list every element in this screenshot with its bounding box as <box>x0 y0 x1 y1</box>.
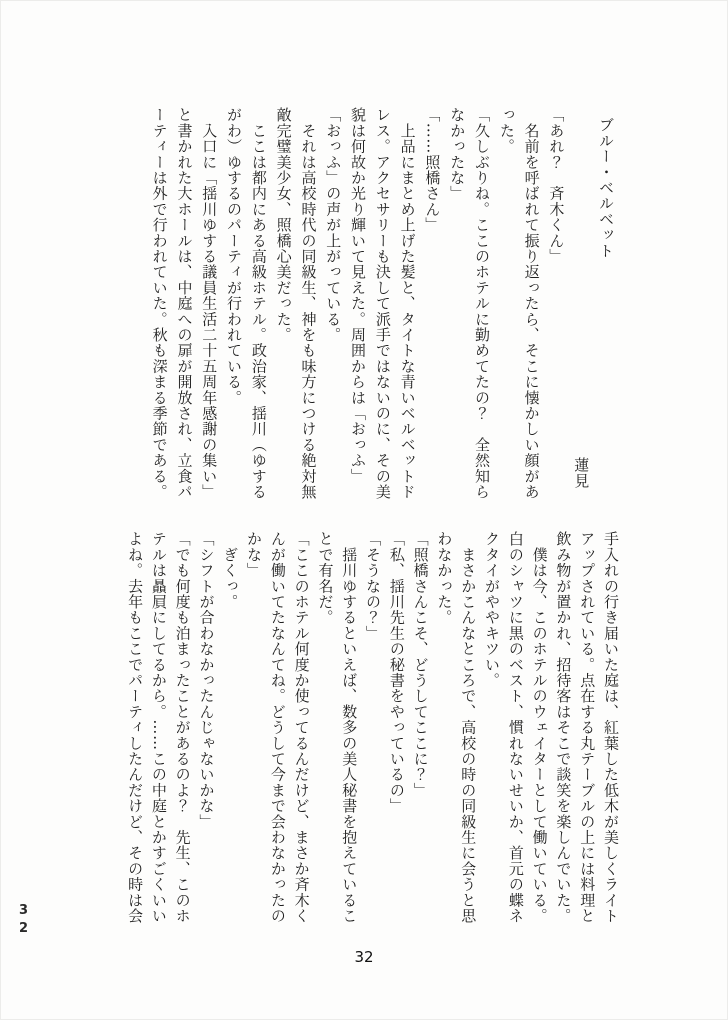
paragraph: 手入れの行き届いた庭は、紅葉した低木が美しくライトアップされている。点在する丸テーブルの上には料理と飲み物が置かれ、招待客はそこで談笑を楽しんでいた。 <box>554 531 620 924</box>
paragraph: 上品にまとめ上げた髪と、タイトな青いベルベットドレス。アクセサリーも決して派手ではないのに、その美貌は何故か光り輝いて見えた。周囲からは「おっふ」「おっふ」の声が上がっている。 <box>324 107 417 500</box>
paragraph: 「シフトが合わなかったんじゃないかな」 <box>197 531 216 830</box>
paragraph: 「あれ？ 斉木くん」 <box>547 107 566 264</box>
paragraph: 「でも何度も泊まったことがあるのよ？ 先生、このホテルは贔屓にしてるから。……この中庭とかすごくいいよね。去年もここでパーティしたんだけど、その時は会 <box>126 531 192 924</box>
paragraph: ぎくっ。 <box>221 531 240 610</box>
paragraph: 「ここのホテル何度か使ってるんだけど、まさか斉木くんが働いてたなんてね。どうして今まで会わなかったのかな」 <box>245 531 311 924</box>
paragraph: 「照橋さんこそ、どうしてここに？」 <box>411 531 430 798</box>
text-band-top <box>147 107 618 500</box>
paragraph: 「私、揺川先生の秘書をやっているの」 <box>387 531 406 814</box>
margin-page-number: 32 <box>16 903 31 939</box>
author-name: 蓮見 <box>572 456 591 488</box>
paragraph: 名前を呼ばれて振り返ったら、そこに懐かしい顔があった。 <box>497 107 541 500</box>
paragraph: 「久しぶりね。ここのホテルに勤めてたの？ 全然知らなかったな」 <box>448 107 492 500</box>
paragraph: それは高校時代の同級生、神をも味方につける絶対無敵完璧美少女、照橋心美だった。 <box>274 107 318 500</box>
paragraph: 揺川ゆするといえば、数多の美人秘書を抱えていることで有名だ。 <box>316 531 359 924</box>
text-band-bottom <box>122 531 622 925</box>
paragraph: 僕は今、このホテルのウェイターとして働いている。白のシャツに黒のベスト、慣れないせいか、首元の蝶ネクタイがややキツい。 <box>483 531 549 924</box>
paragraph: 「……照橋さん」 <box>423 107 442 233</box>
story-title: ブルー・ベルベット <box>597 117 615 259</box>
paragraph: ここは都内にある高級ホテル。政治家、揺川（ゆするがわ）ゆするのパーティが行われている。 <box>225 107 268 500</box>
page-number: 32 <box>354 948 374 966</box>
paragraph: まさかこんなところで、高校の時の同級生に会うと思わなかった。 <box>435 531 478 924</box>
paragraph: 入口に「揺川ゆする議員生活二十五周年感謝の集い」と書かれた大ホールは、中庭への扉が開放され、立食パーティーは外で行われていた。秋も深まる季節である。 <box>150 107 219 500</box>
paragraph: 「そうなの？」 <box>364 531 383 641</box>
